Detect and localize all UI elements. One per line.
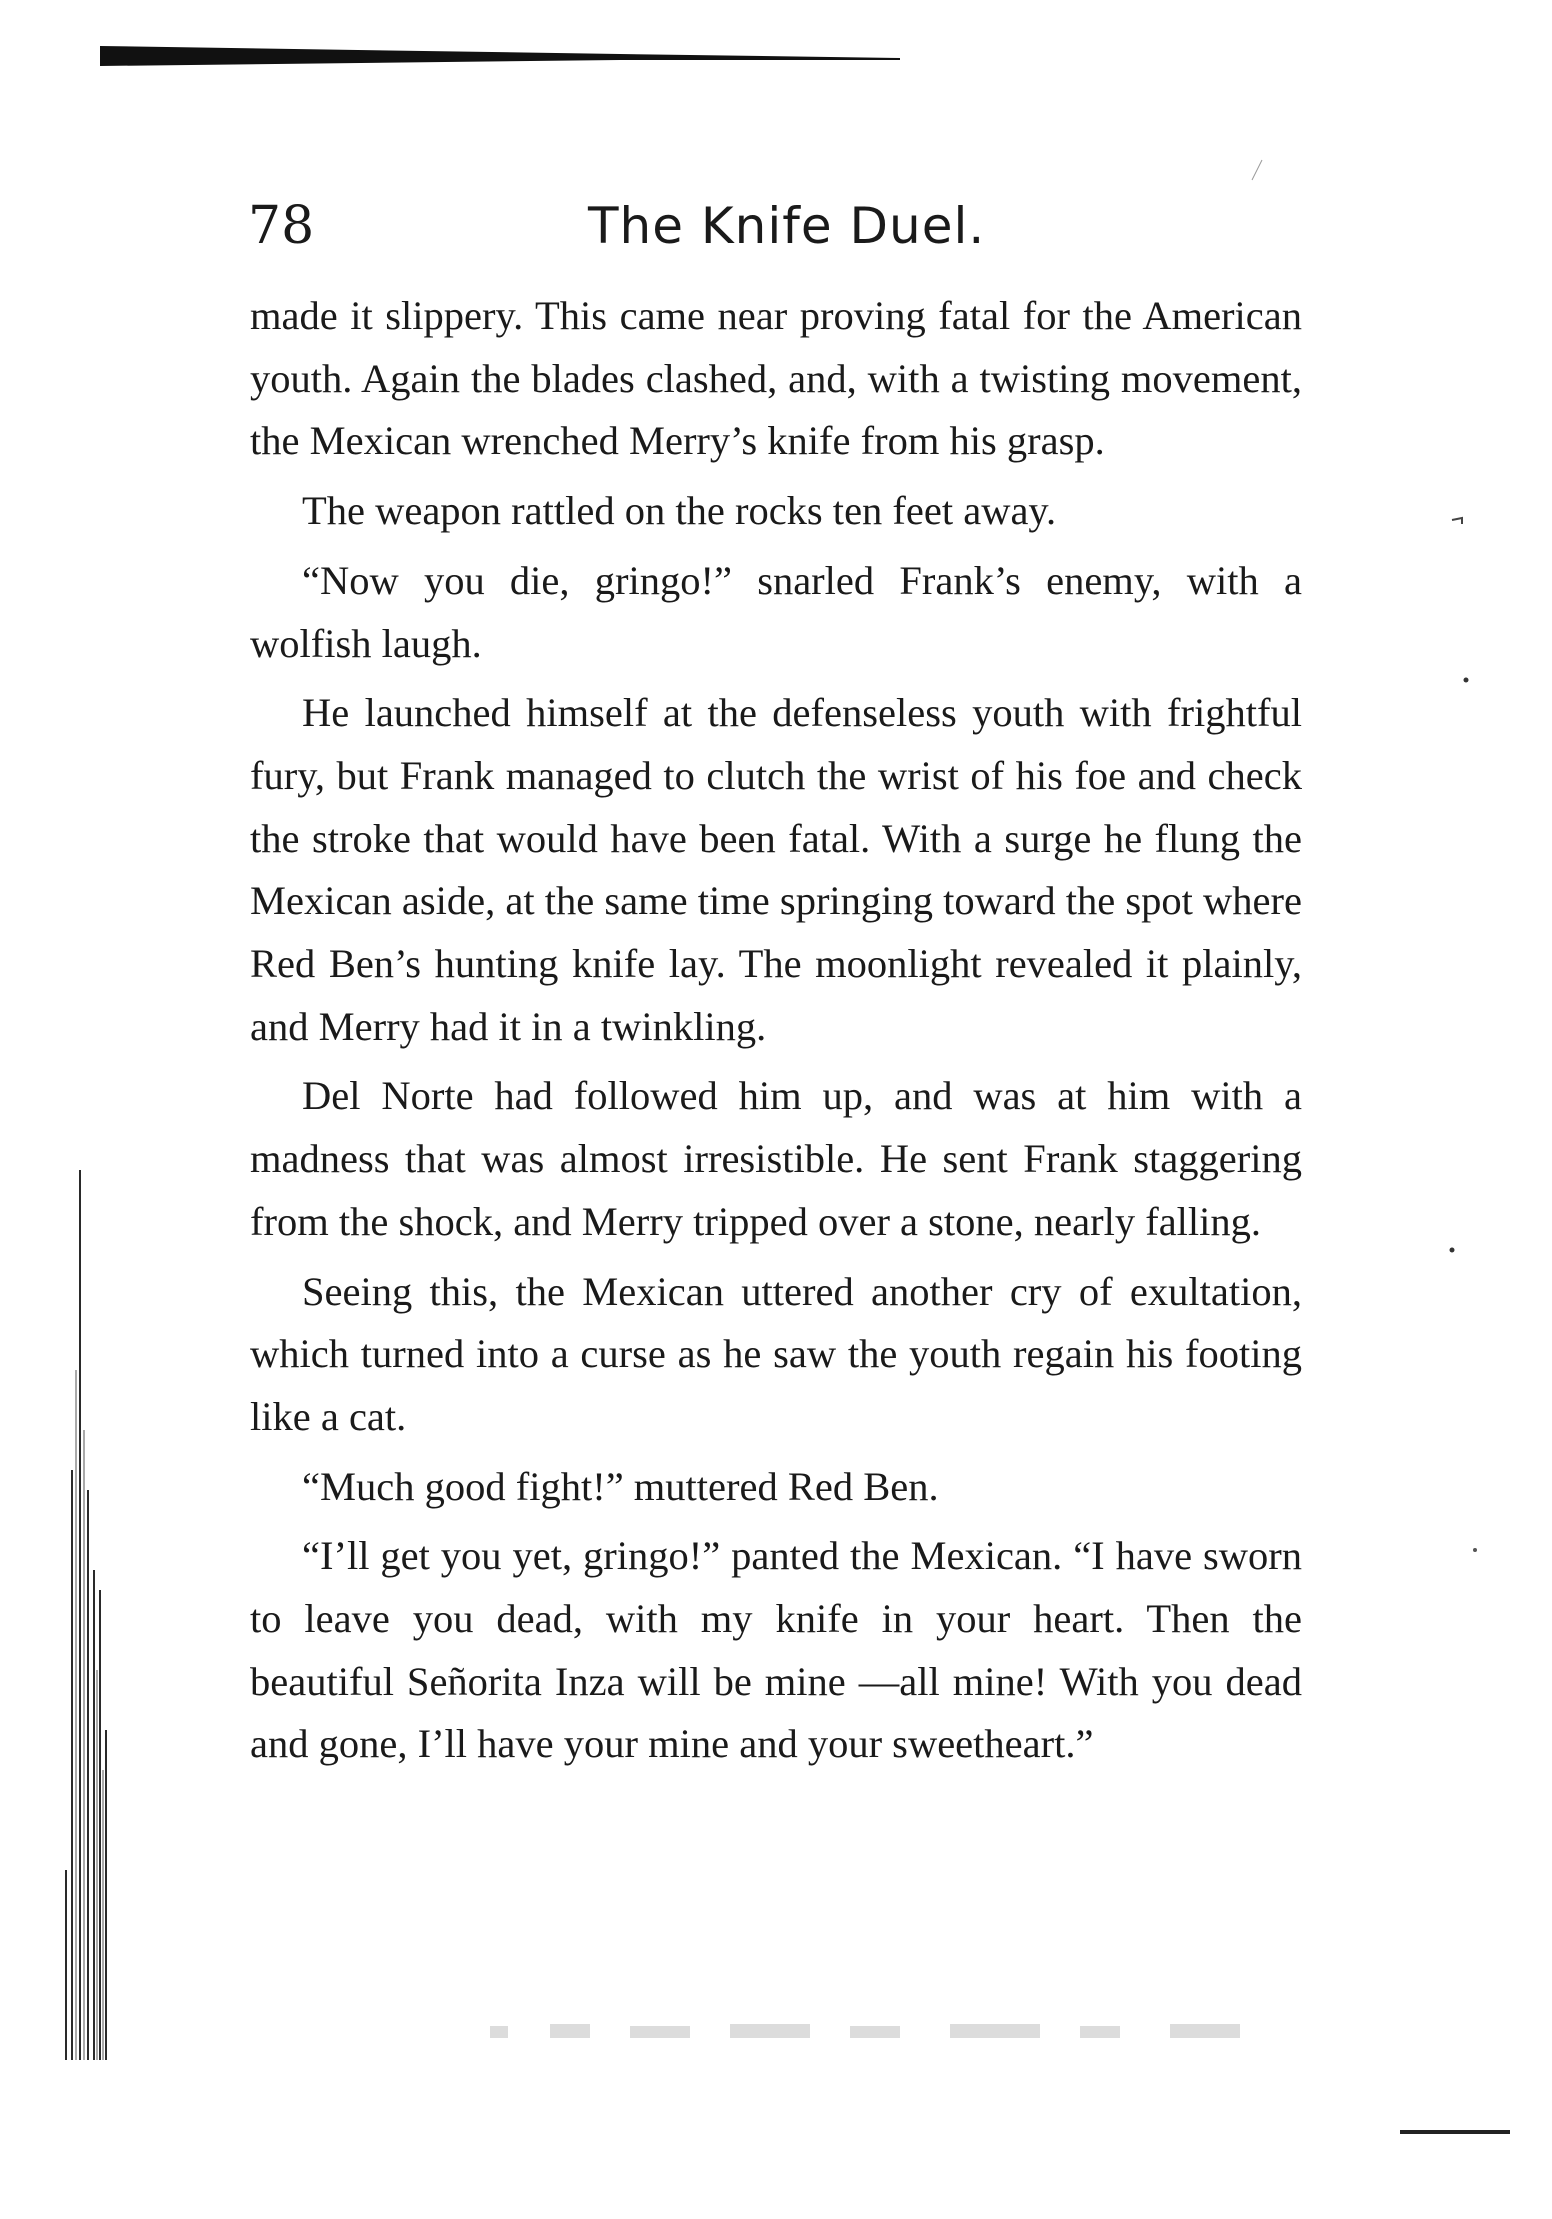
chapter-title: The Knife Duel. (588, 197, 986, 255)
bleed-through-texture (480, 2018, 1280, 2046)
page-number: 78 (248, 196, 315, 256)
paragraph: made it slippery. This came near proving fatal for the American youth. Again the blades clashed, and, with a twisting movement, the Mexican wrenched Merry’s knife from his grasp. (250, 293, 1302, 464)
paragraph: “I’ll get you yet, gringo!” panted the Mexican. “I have sworn to leave you dead, with my knife in your heart. Then the beautiful Señorita Inza will be mine —all mine! With you dead and gone, I’ll have your mine and your sweetheart.” (250, 1533, 1302, 1767)
paragraph: He launched himself at the defenseless youth with frightful fury, but Frank managed to clutch the wrist of his foe and check the stroke that would have been fatal. With a surge he flung the Mexican aside, at the same time springing toward the spot where Red Ben’s hunting knife lay. The moonlight revealed it plainly, and Merry had it in a twinkling. (250, 690, 1302, 1049)
paragraph: The weapon rattled on the rocks ten feet away. (302, 488, 1057, 534)
body-text (250, 285, 1302, 1783)
running-head (248, 186, 1308, 266)
top-rule-divider (100, 44, 900, 68)
paragraph: “Now you die, gringo!” snarled Frank’s enemy, with a wolfish laugh. (250, 557, 1302, 666)
paragraph: Seeing this, the Mexican uttered another cry of exultation, which turned into a curse as he saw the youth regain his footing like a cat. (250, 1268, 1302, 1439)
paragraph: “Much good fight!” muttered Red Ben. (302, 1463, 939, 1509)
binding-edge-lines (58, 1170, 118, 2060)
paragraph: Del Norte had followed him up, and was at him with a madness that was almost irresistible. He sent Frank staggering from the shock, and Merry tripped over a stone, nearly falling. (250, 1073, 1302, 1244)
